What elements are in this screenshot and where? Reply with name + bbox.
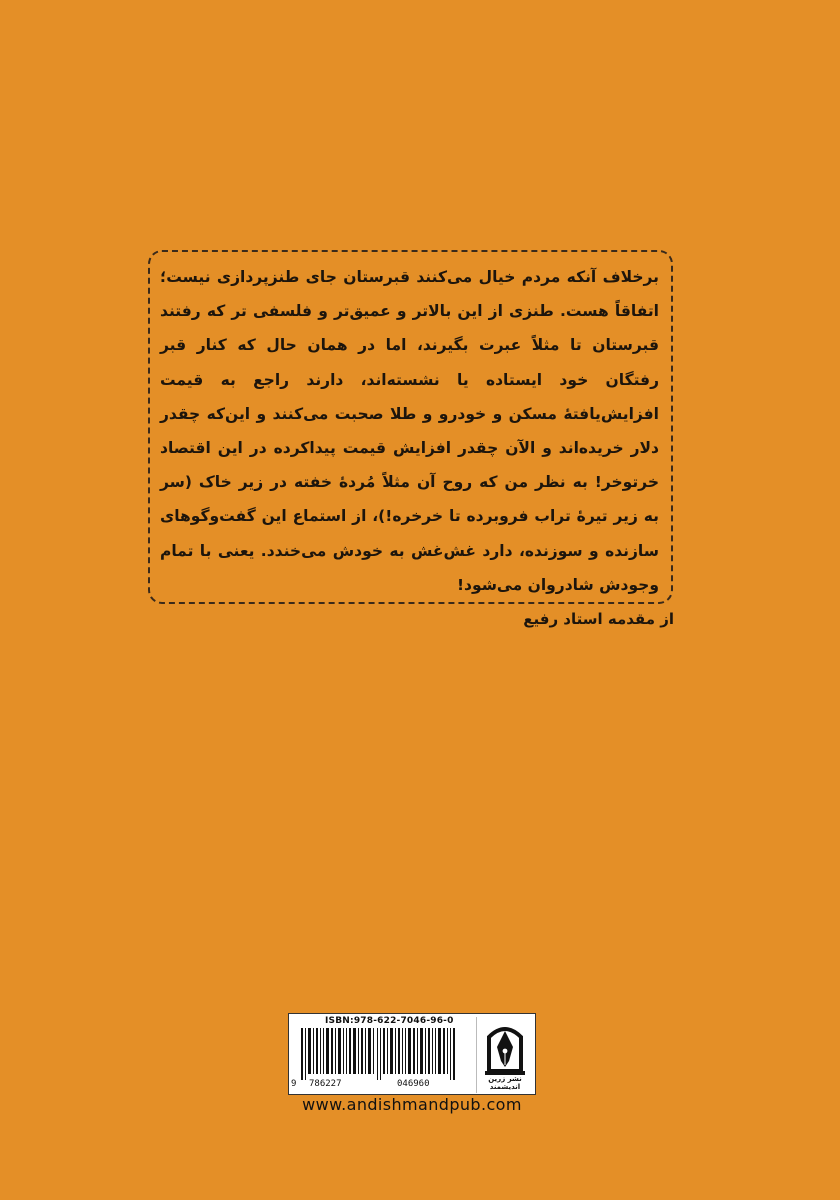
quote-box <box>148 250 673 604</box>
quote-attribution: از مقدمه استاد رفیع <box>523 610 674 628</box>
quote-text: برخلاف آنکه مردم خیال می‌کنند قبرستان جای طنزپردازی نیست؛ اتفاقاً هست. طنزی از این بالاتر و عمیق‌تر و فلسفی تر که رفتند قبرستان تا مثلاً عبرت بگیرند، اما در همان حال که کنار قبر رفتگان خود ایستاده یا نشسته‌اند، دارند راجع به قیمت افزایش‌یافتهٔ مسکن و خودرو و طلا صحبت می‌کنند و این‌که چقدر دلار خریده‌اند و الآن چقدر افزایش قیمت پیداکرده در این اقتصاد خرتوخر! به نظر من که روح آن مثلاً مُردهٔ خفته در زیر خاک (سر به زیر تیرهٔ تراب فروبرده تا خرخره!)، از استماع این گفت‌وگوهای سازنده و سوزنده، دارد غش‌غش به خودش می‌خندد. یعنی با تمام وجودش شادروان می‌شود! <box>160 268 659 594</box>
barcode-digit-lead: 9 <box>291 1079 297 1089</box>
barcode-digits-left: 786227 <box>309 1079 342 1089</box>
isbn-label: ISBN:978-622-7046-96-0 <box>325 1016 454 1026</box>
publisher-logo-caption: نشر زرین اندیشمند <box>488 1075 522 1091</box>
barcode-icon <box>295 1028 473 1080</box>
barcode-digits-right: 046960 <box>397 1079 430 1089</box>
isbn-barcode-block <box>288 1013 536 1095</box>
pen-nib-logo-icon <box>477 1017 533 1081</box>
publisher-website-link[interactable]: www.andishmandpub.com <box>302 1095 522 1114</box>
publisher-logo <box>476 1017 533 1093</box>
